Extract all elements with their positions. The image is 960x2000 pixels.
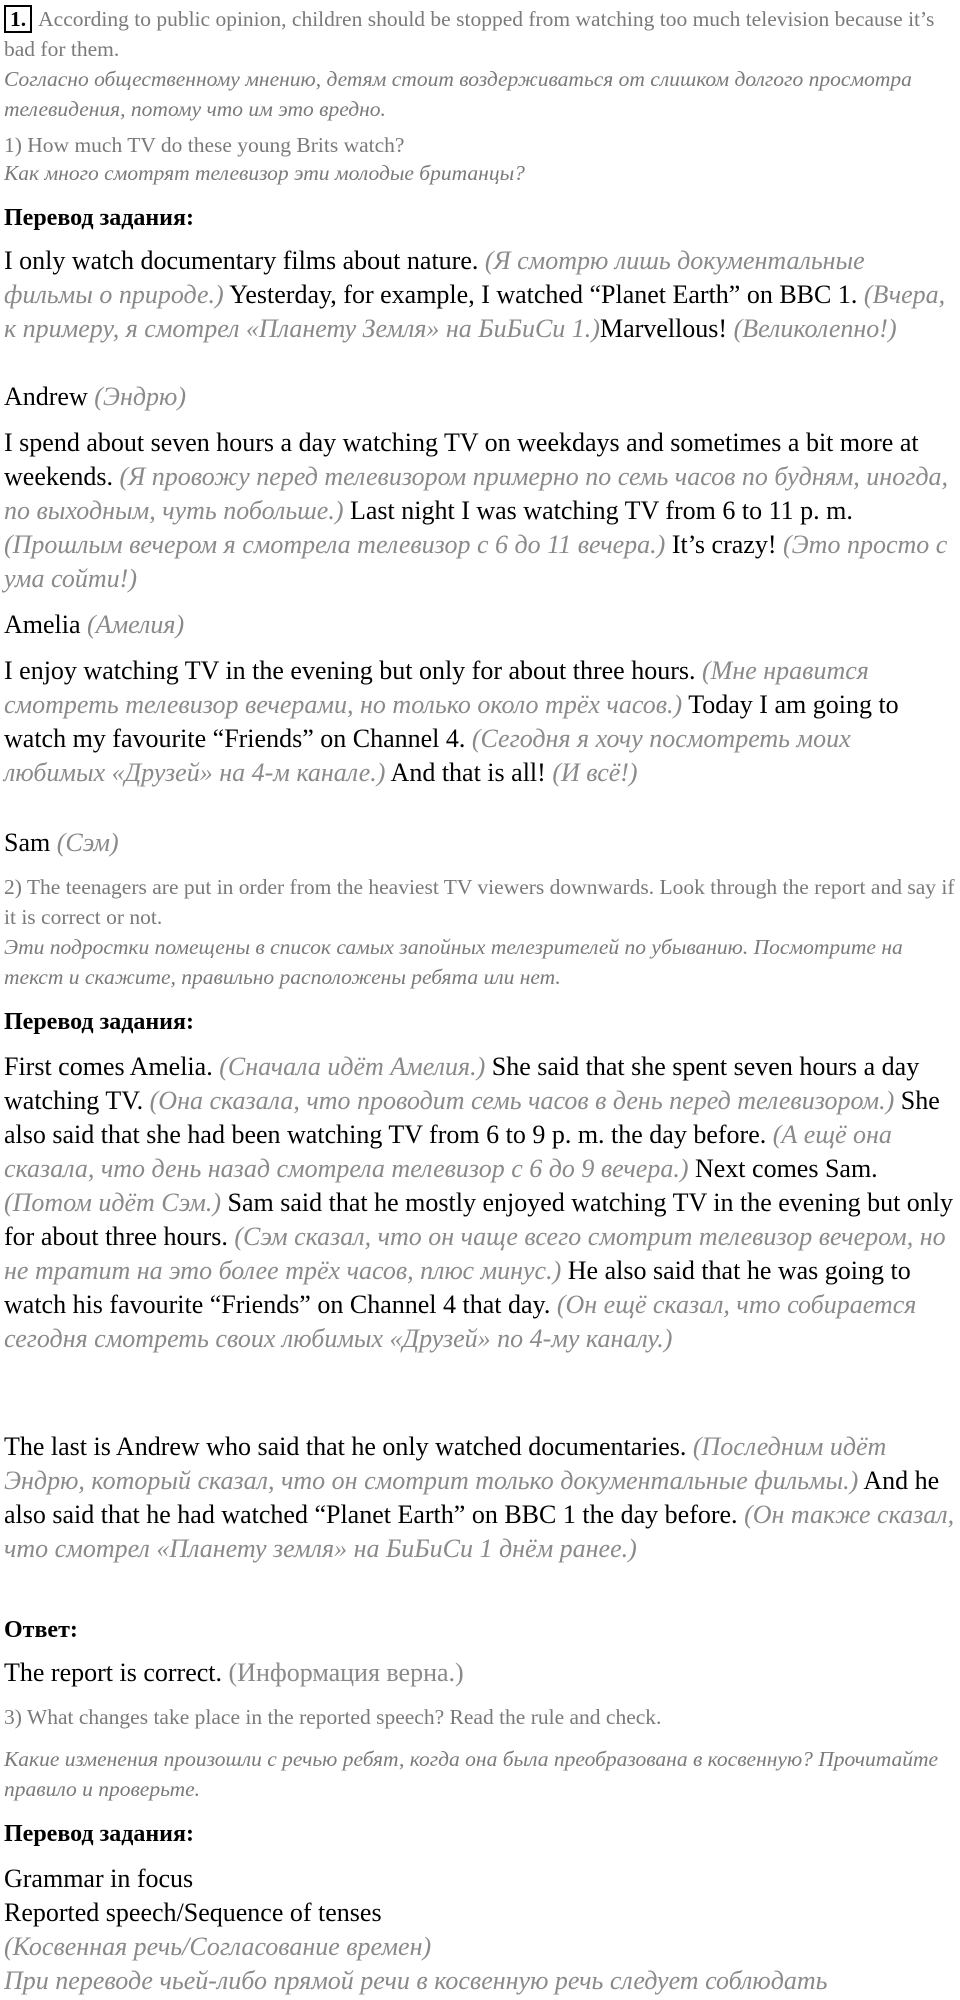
andrew-sentence-1: I only watch documentary films about nature. [4, 246, 479, 275]
andrew-name-ru: (Эндрю) [94, 382, 186, 411]
question-1-ru: Как много смотрят телевизор эти молодые британцы? [4, 161, 525, 185]
answer-heading: Ответ: [4, 1617, 78, 1643]
report-sentence-8: And he also said that he had watched “Planet Earth” on BBC 1 the day before. [4, 1466, 940, 1529]
amelia-name: Amelia [4, 610, 81, 639]
amelia-quote [4, 426, 956, 596]
report-sentence-7: The last is Andrew who said that he only watched documentaries. [4, 1432, 687, 1461]
report-sentence-4: Next comes Sam. [694, 1154, 878, 1183]
answer-text: The report is correct. [4, 1658, 223, 1687]
sam-sentence-2: Today I am going to watch my favourite “Friends” on Channel 4. [4, 690, 899, 753]
sam-quote [4, 654, 956, 790]
answer-line [4, 1656, 956, 1690]
report-translation-6: (Он ещё сказал, что собирается сегодня смотреть своих любимых «Друзей» по 4-му каналу.) [4, 1290, 917, 1353]
sam-signature [4, 826, 956, 860]
question-2-ru: Эти подростки помещены в список самых запойных телезрителей по убыванию. Посмотрите на текст и скажите, правильно расположены ребята или нет. [4, 935, 903, 989]
andrew-translation-2: (Вчера, к примеру, я смотрел «Планету Земля» на БиБиСи 1.) [4, 280, 946, 343]
sam-translation-2: (Сегодня я хочу посмотреть моих любимых «Друзей» на 4-м канале.) [4, 724, 851, 787]
report-paragraph-2 [4, 1430, 956, 1566]
andrew-sentence-3: Marvellous! [599, 314, 728, 343]
report-translation-7: (Последним идёт Эндрю, который сказал, что он смотрит только документальные фильмы.) [4, 1432, 887, 1495]
amelia-translation-2: (Прошлым вечером я смотрела телевизор с 6 до 11 вечера.) [4, 530, 666, 559]
amelia-signature [4, 608, 956, 642]
amelia-translation-3: (Это просто с ума сойти!) [4, 530, 948, 593]
question-3-ru: Какие изменения произошли с речью ребят, когда она была преобразована в косвенную? Прочитайте правило и проверьте. [4, 1747, 939, 1801]
report-sentence-6: He also said that he was going to watch his favourite “Friends” on Channel 4 that day. [4, 1256, 911, 1319]
report-sentence-5: Sam said that he mostly enjoyed watching TV in the evening but only for about three hours. [4, 1188, 954, 1251]
reported-speech-title: Reported speech/Sequence of tenses [4, 1898, 382, 1927]
andrew-name: Andrew [4, 382, 88, 411]
rule-text-ru: При переводе чьей-либо прямой речи в косвенную речь следует соблюдать [4, 1966, 828, 1995]
sam-sentence-3: And that is all! [390, 758, 546, 787]
answer-text-ru: (Информация верна.) [228, 1658, 464, 1687]
amelia-sentence-3: It’s crazy! [671, 530, 777, 559]
task-1-intro-en: According to public opinion, children should be stopped from watching too much television because it’s bad for them. [4, 7, 935, 61]
report-translation-2: (Она сказала, что проводит семь часов в день перед телевизором.) [149, 1086, 895, 1115]
report-translation-3: (А ещё она сказала, что день назад смотрела телевизор с 6 до 9 вечера.) [4, 1120, 892, 1183]
report-sentence-2: She said that she spent seven hours a day watching TV. [4, 1052, 920, 1115]
andrew-quote [4, 244, 956, 346]
andrew-sentence-2: Yesterday, for example, I watched “Planet Earth” on BBC 1. [229, 280, 858, 309]
report-translation-4: (Потом идёт Сэм.) [4, 1188, 222, 1217]
amelia-name-ru: (Амелия) [87, 610, 185, 639]
task-1-intro [4, 4, 956, 64]
question-1-en: 1) How much TV do these young Brits watch? [4, 133, 405, 157]
report-sentence-1: First comes Amelia. [4, 1052, 213, 1081]
task-1-intro-ru: Согласно общественному мнению, детям стоит воздерживаться от слишком долгого просмотра телевидения, потому что им это вредно. [4, 67, 912, 121]
sam-sentence-1: I enjoy watching TV in the evening but only for about three hours. [4, 656, 696, 685]
amelia-sentence-2: Last night I was watching TV from 6 to 11 p. m. [350, 496, 853, 525]
task-translation-heading-3: Перевод задания: [4, 1821, 194, 1847]
sam-name: Sam [4, 828, 51, 857]
reported-speech-title-ru: (Косвенная речь/Согласование времен) [4, 1932, 432, 1961]
report-translation-5: (Сэм сказал, что он чаще всего смотрит телевизор вечером, но не тратит на это более трёх часов, плюс минус.) [4, 1222, 946, 1285]
report-paragraph-1 [4, 1050, 956, 1356]
question-2-en: 2) The teenagers are put in order from the heaviest TV viewers downwards. Look through the report and say if it is correct or not. [4, 875, 955, 929]
report-sentence-3: She also said that she had been watching TV from 6 to 9 p. m. the day before. [4, 1086, 940, 1149]
amelia-sentence-1: I spend about seven hours a day watching TV on weekdays and sometimes a bit more at weekends. [4, 428, 919, 491]
sam-name-ru: (Сэм) [56, 828, 119, 857]
andrew-translation-3: (Великолепно!) [733, 314, 897, 343]
question-3-en: 3) What changes take place in the reported speech? Read the rule and check. [4, 1705, 662, 1729]
sam-translation-3: (И всё!) [552, 758, 638, 787]
grammar-in-focus: Grammar in focus [4, 1864, 194, 1893]
andrew-signature [4, 380, 956, 414]
andrew-translation-1: (Я смотрю лишь документальные фильмы о природе.) [4, 246, 865, 309]
task-number-box: 1. [4, 5, 32, 33]
report-translation-1: (Сначала идёт Амелия.) [219, 1052, 486, 1081]
report-translation-8: (Он также сказал, что смотрел «Планету земля» на БиБиСи 1 днём ранее.) [4, 1500, 955, 1563]
task-translation-heading-1: Перевод задания: [4, 205, 194, 231]
sam-translation-1: (Мне нравится смотреть телевизор вечерами, но только около трёх часов.) [4, 656, 869, 719]
task-translation-heading-2: Перевод задания: [4, 1009, 194, 1035]
amelia-translation-1: (Я провожу перед телевизором примерно по семь часов по будням, иногда, по выходным, чуть побольше.) [4, 462, 948, 525]
